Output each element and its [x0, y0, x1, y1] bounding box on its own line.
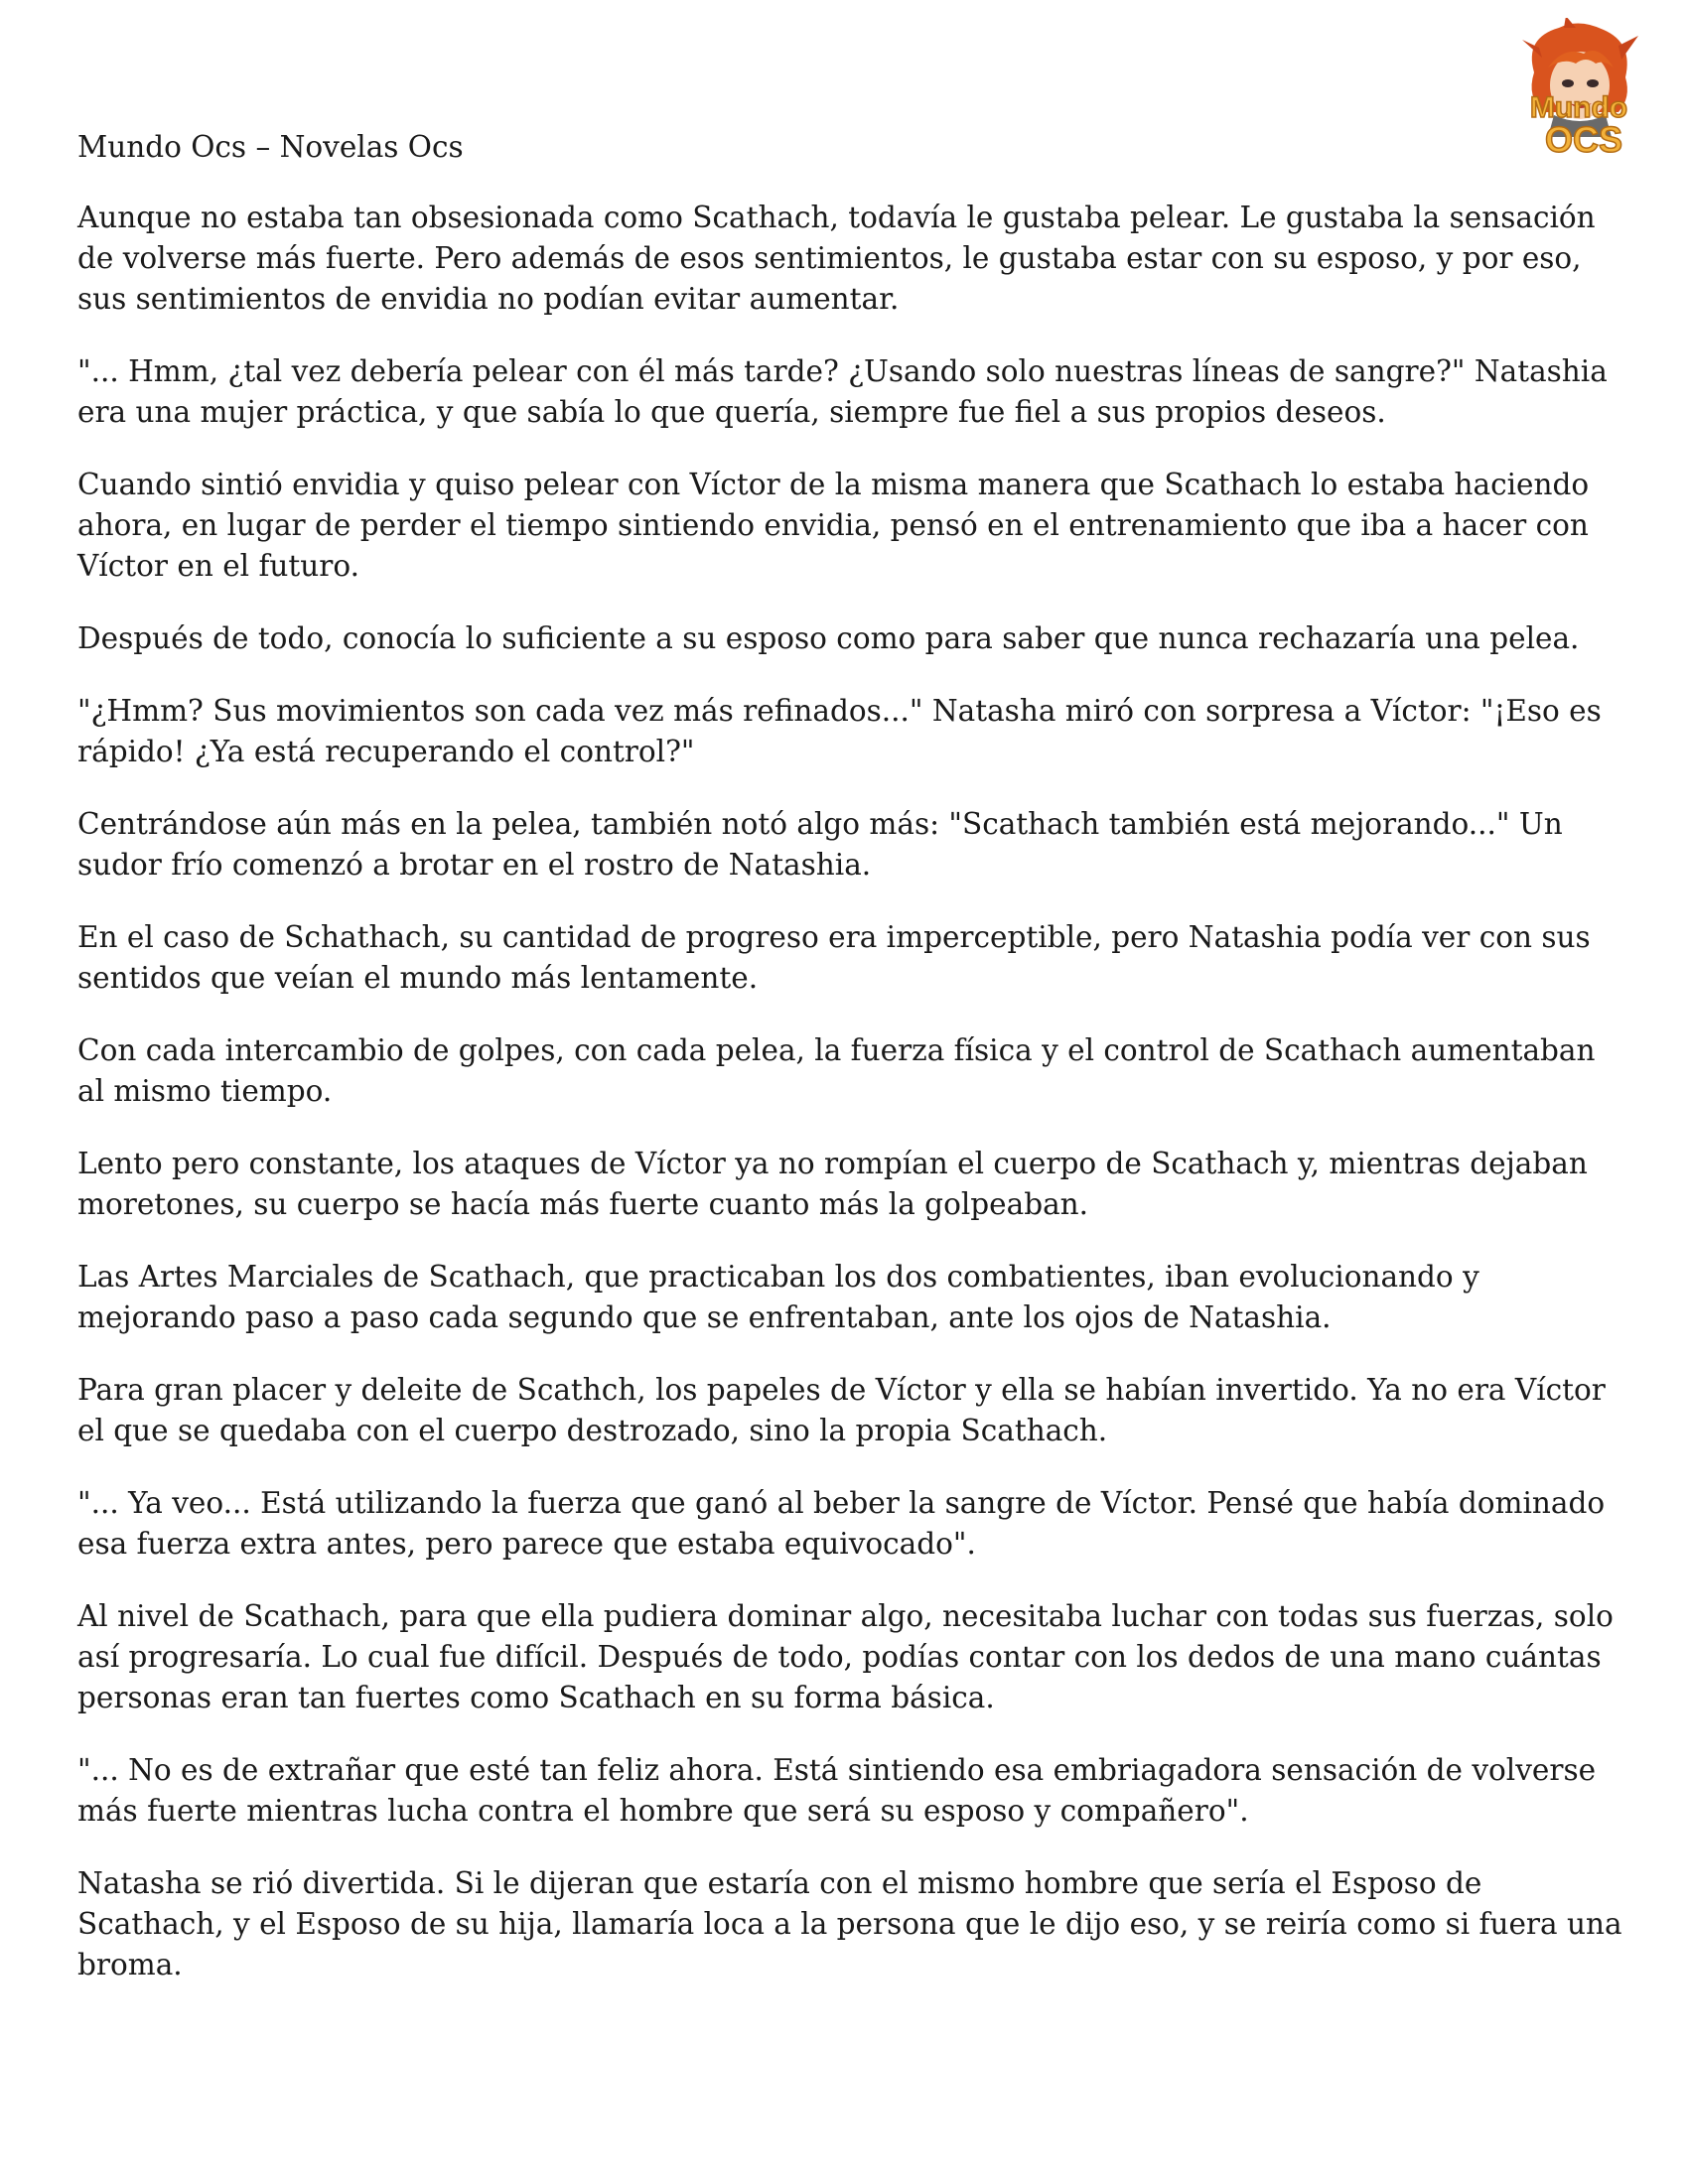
paragraph: Centrándose aún más en la pelea, también notó algo más: "Scathach también está mejorando..." Un sudor frío comenzó a brotar en el rostro de Natashia.	[77, 807, 1563, 882]
document-body	[77, 127, 1626, 2017]
paragraph: Aunque no estaba tan obsesionada como Scathach, todavía le gustaba pelear. Le gustaba la sensación de volverse más fuerte. Pero además de esos sentimientos, le gustaba estar con su esposo, y por eso, sus sentimientos de envidia no podían evitar aumentar.	[77, 201, 1596, 316]
logo-text-ocs: OCS	[1544, 119, 1623, 160]
paragraph: "... Hmm, ¿tal vez debería pelear con él más tarde? ¿Usando solo nuestras líneas de sangre?" Natashia era una mujer práctica, y que sabía lo que quería, siempre fue fiel a sus propios deseos.	[77, 354, 1608, 429]
paragraph: Cuando sintió envidia y quiso pelear con Víctor de la misma manera que Scathach lo estaba haciendo ahora, en lugar de perder el tiempo sintiendo envidia, pensó en el entrenamiento que iba a hacer con Víctor en el futuro.	[77, 468, 1590, 583]
paragraph: Natasha se rió divertida. Si le dijeran que estaría con el mismo hombre que sería el Esposo de Scathach, y el Esposo de su hija, llamaría loca a la persona que le dijo eso, y se reiría como si fuera una broma.	[77, 1866, 1622, 1981]
document-header: Mundo Ocs – Novelas Ocs	[77, 130, 464, 164]
paragraph: "¿Hmm? Sus movimientos son cada vez más refinados..." Natasha miró con sorpresa a Víctor: "¡Eso es rápido! ¿Ya está recuperando el control?"	[77, 694, 1602, 768]
logo-text-mundo: Mundo	[1529, 91, 1628, 124]
paragraph: Después de todo, conocía lo suficiente a su esposo como para saber que nunca rechazaría una pelea.	[77, 621, 1580, 655]
paragraph: Las Artes Marciales de Scathach, que practicaban los dos combatientes, iban evolucionando y mejorando paso a paso cada segundo que se enfrentaban, ante los ojos de Natashia.	[77, 1260, 1479, 1334]
paragraph: "... Ya veo... Está utilizando la fuerza que ganó al beber la sangre de Víctor. Pensé que había dominado esa fuerza extra antes, pero parece que estaba equivocado".	[77, 1486, 1606, 1561]
paragraph: "... No es de extrañar que esté tan feliz ahora. Está sintiendo esa embriagadora sensación de volverse más fuerte mientras lucha contra el hombre que será su esposo y compañero".	[77, 1753, 1597, 1828]
paragraph: Para gran placer y deleite de Scathch, los papeles de Víctor y ella se habían invertido. Ya no era Víctor el que se quedaba con el cuerpo destrozado, sino la propia Scathach.	[77, 1373, 1606, 1447]
paragraph: Al nivel de Scathach, para que ella pudiera dominar algo, necesitaba luchar con todas sus fuerzas, solo así progresaría. Lo cual fue difícil. Después de todo, podías contar con los dedos de una mano cuántas personas eran tan fuertes como Scathach en su forma básica.	[77, 1599, 1614, 1714]
paragraph: En el caso de Schathach, su cantidad de progreso era imperceptible, pero Natashia podía ver con sus sentidos que veían el mundo más lentamente.	[77, 920, 1591, 995]
paragraph: Lento pero constante, los ataques de Víctor ya no rompían el cuerpo de Scathach y, mientras dejaban moretones, su cuerpo se hacía más fuerte cuanto más la golpeaban.	[77, 1147, 1588, 1221]
paragraph: Con cada intercambio de golpes, con cada pelea, la fuerza física y el control de Scathach aumentaban al mismo tiempo.	[77, 1033, 1596, 1108]
